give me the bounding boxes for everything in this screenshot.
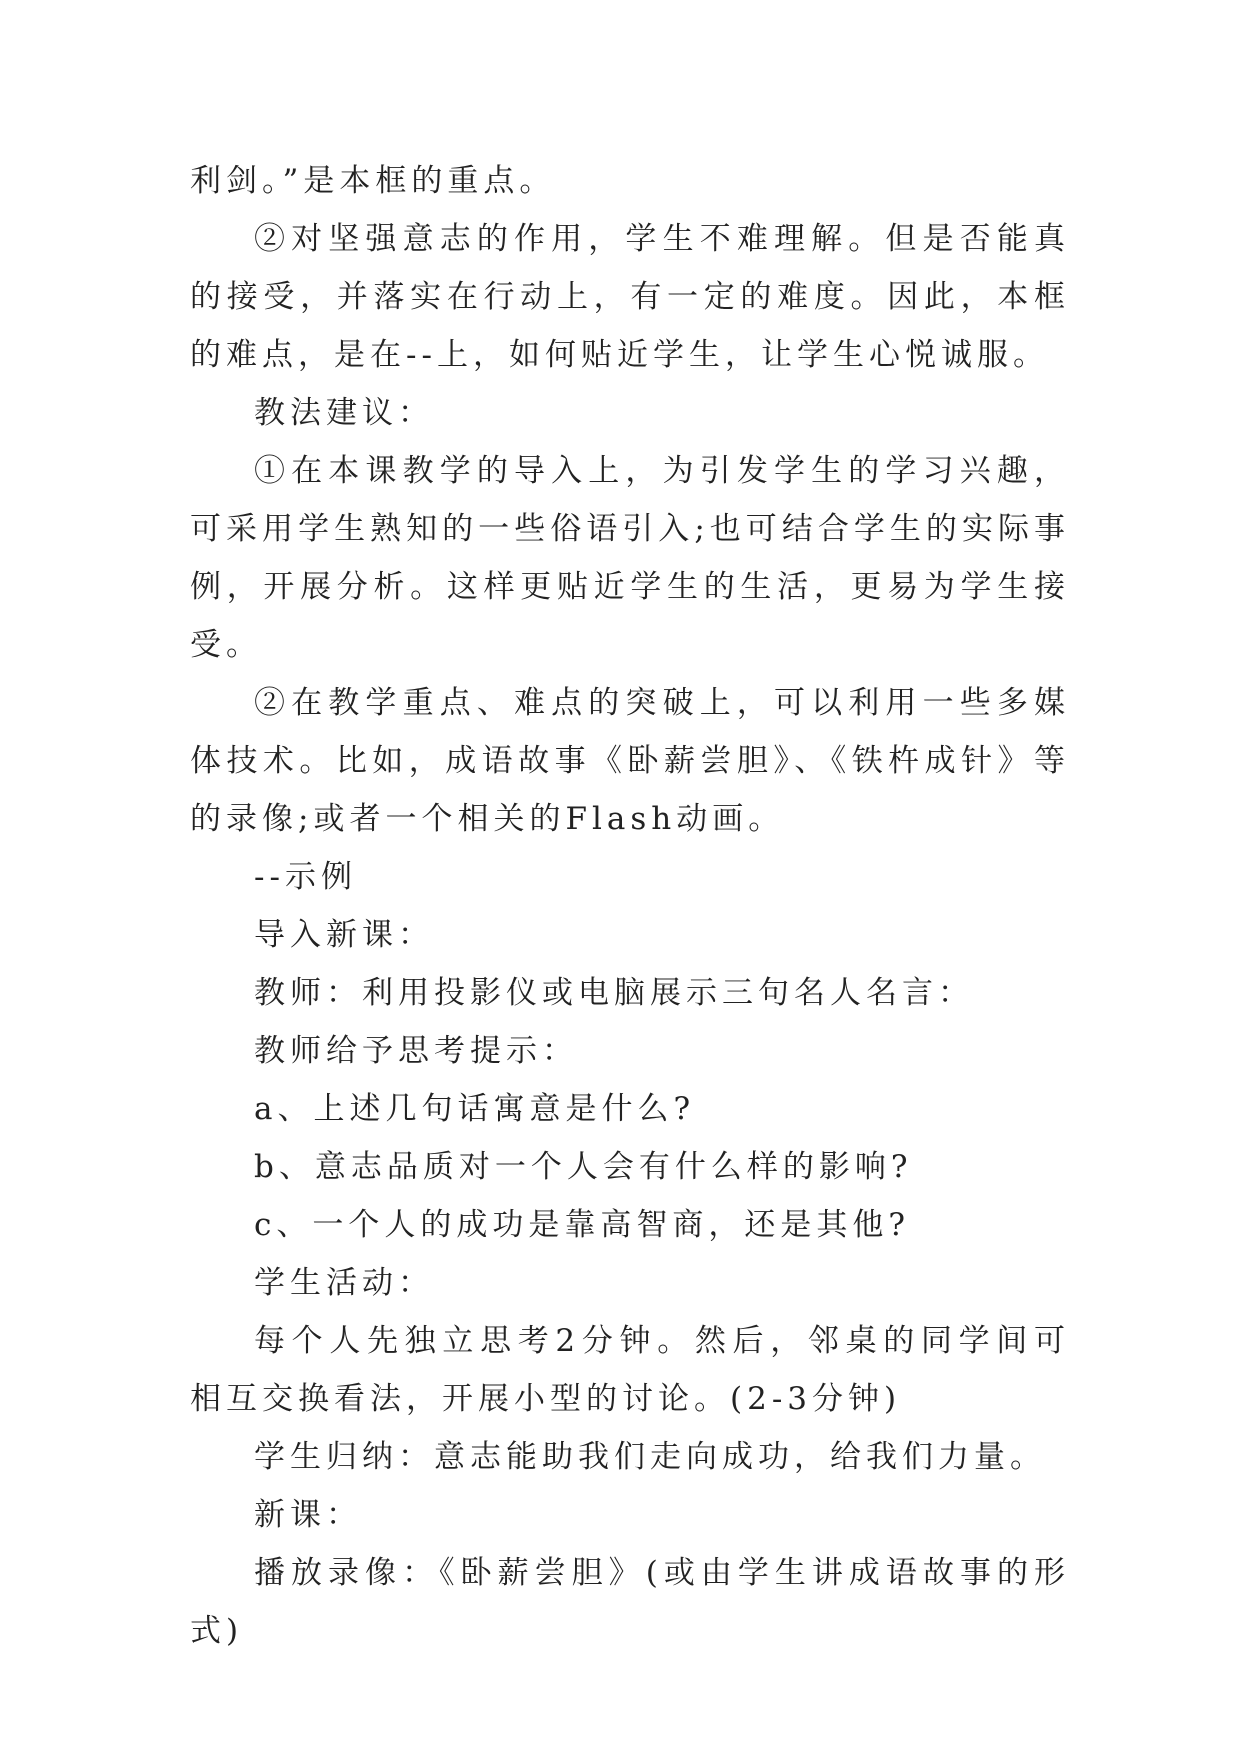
paragraph-difficulty: ②对坚强意志的作用，学生不难理解。但是否能真的接受，并落实在行动上，有一定的难度。因此，本框的难点，是在--上，如何贴近学生，让学生心悦诚服。 — [190, 221, 1070, 373]
paragraph-play-video: 播放录像：《卧薪尝胆》(或由学生讲成语故事的形式) — [190, 1555, 1070, 1649]
paragraph-teacher: 教师：利用投影仪或电脑展示三句名人名言： — [254, 975, 974, 1011]
paragraph-suggestion-2: ②在教学重点、难点的突破上，可以利用一些多媒体技术。比如，成语故事《卧薪尝胆》、《铁杵成针》等的录像;或者一个相关的Flash动画。 — [190, 685, 1070, 837]
paragraph-continuation: 利剑。”是本框的重点。 — [190, 163, 556, 199]
paragraph-student-summary: 学生归纳：意志能助我们走向成功，给我们力量。 — [254, 1439, 1046, 1475]
heading-teaching-suggestions: 教法建议： — [254, 395, 434, 431]
list-item-c: c、一个人的成功是靠高智商，还是其他? — [254, 1207, 910, 1243]
list-item-b: b、意志品质对一个人会有什么样的影响? — [254, 1149, 913, 1185]
heading-intro: 导入新课： — [254, 917, 434, 953]
paragraph-student-activity: 每个人先独立思考2分钟。然后，邻桌的同学间可相互交换看法，开展小型的讨论。(2-3分钟) — [190, 1323, 1070, 1417]
list-item-a: a、上述几句话寓意是什么? — [254, 1091, 696, 1127]
paragraph-suggestion-1: ①在本课教学的导入上，为引发学生的学习兴趣，可采用学生熟知的一些俗语引入;也可结合学生的实际事例，开展分析。这样更贴近学生的生活，更易为学生接受。 — [190, 453, 1070, 663]
document-body — [190, 152, 1070, 1660]
heading-new-lesson: 新课： — [254, 1497, 362, 1533]
heading-student-activity: 学生活动： — [254, 1265, 434, 1301]
paragraph-teacher-hints: 教师给予思考提示： — [254, 1033, 578, 1069]
heading-example: --示例 — [254, 859, 357, 895]
